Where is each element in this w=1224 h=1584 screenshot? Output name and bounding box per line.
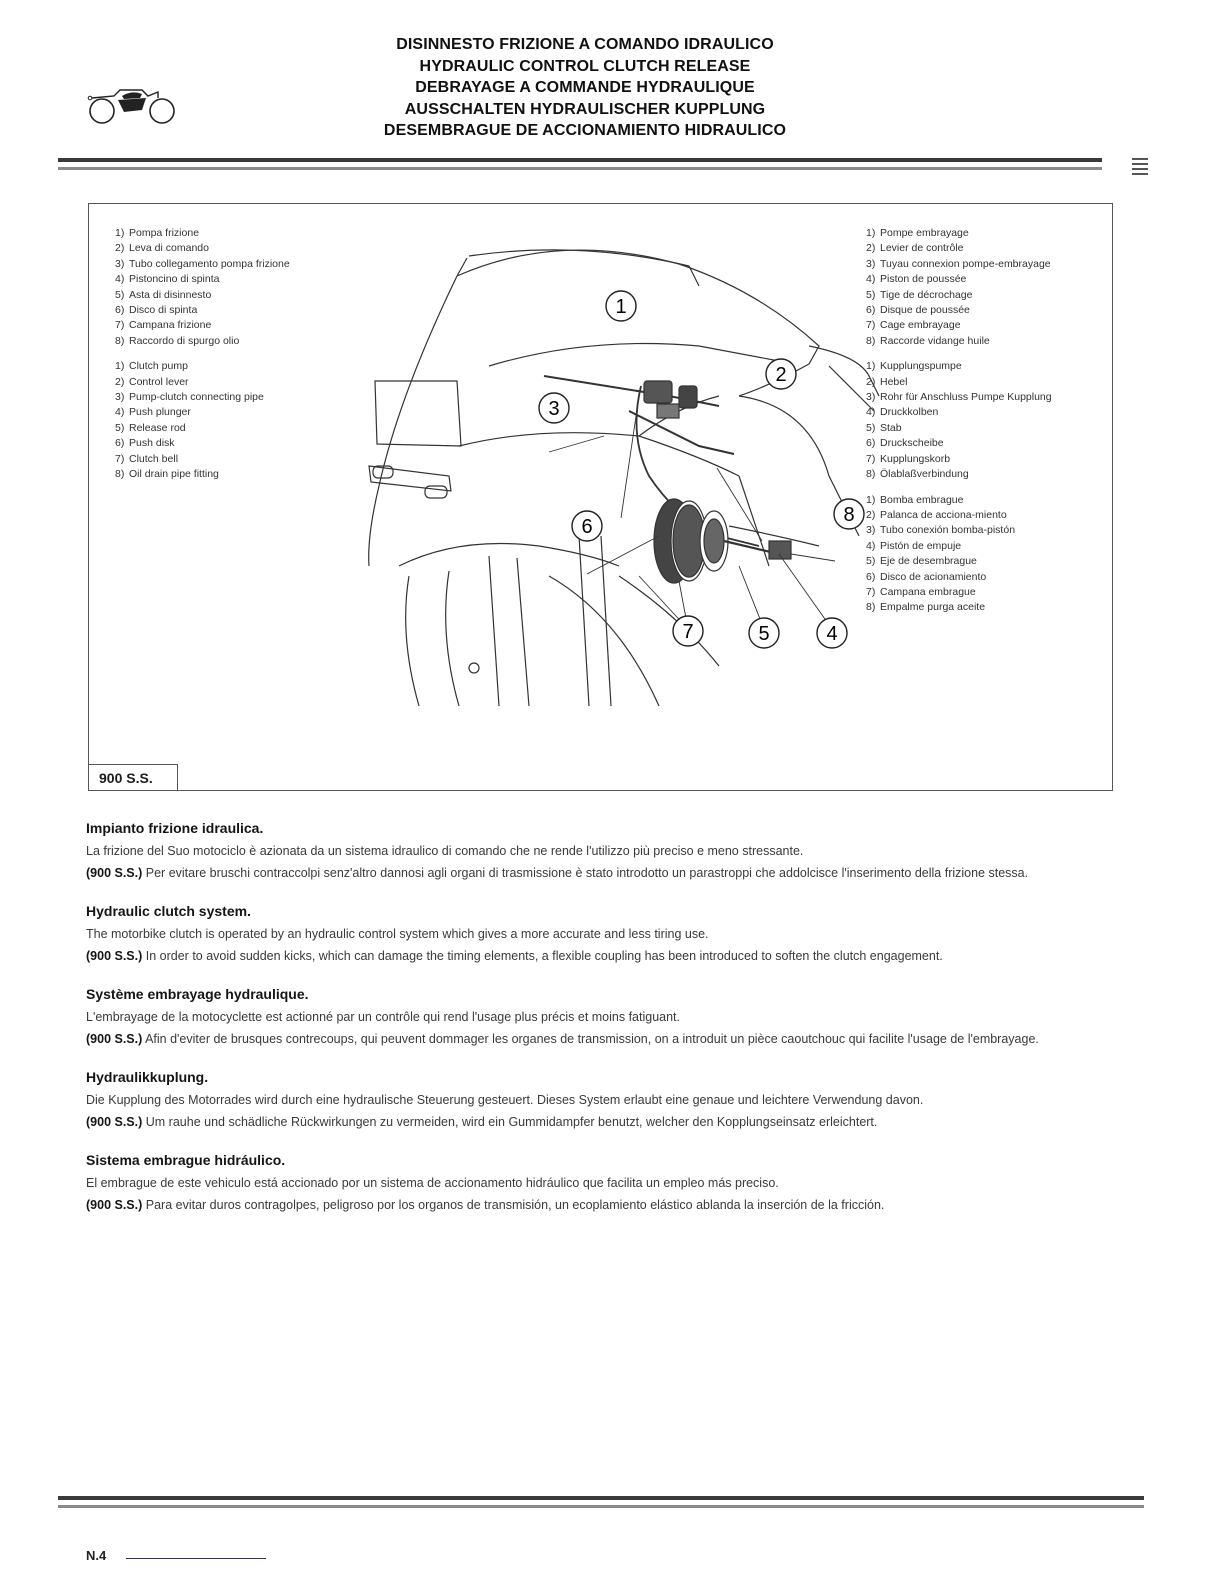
legend-item	[115, 359, 305, 374]
text-section	[86, 1150, 1088, 1216]
svg-text:7: 7	[682, 621, 694, 643]
legend-text: Tubo conexión bomba-pistón	[880, 524, 1016, 537]
legend-text: Oil drain pipe fitting	[129, 468, 219, 481]
legend-text: Clutch bell	[129, 452, 179, 465]
callout-4	[817, 618, 847, 648]
motorcycle-clutch-diagram	[339, 236, 899, 721]
legend-text: Piston de poussée	[880, 273, 967, 286]
legend-number: 4)	[866, 273, 876, 286]
section-model-paragraph	[86, 1112, 1088, 1134]
legend-text: Pompa frizione	[129, 227, 200, 239]
legend-text: Empalme purga aceite	[880, 601, 986, 614]
legend-text: Druckscheibe	[880, 437, 944, 450]
svg-text:8: 8	[843, 504, 855, 526]
legend-number: 2)	[115, 242, 125, 255]
legend-text: Bomba embrague	[880, 493, 964, 506]
legend-text: Clutch pump	[129, 360, 188, 373]
callout-2	[766, 359, 796, 389]
text-section	[86, 818, 1088, 884]
legend-group	[115, 226, 305, 349]
legend-text: Pump-clutch connecting pipe	[129, 391, 264, 404]
callout-1	[606, 291, 636, 321]
svg-text:4: 4	[826, 623, 838, 645]
legend-text: Eje de desembrague	[880, 555, 977, 568]
page-title	[300, 34, 870, 142]
legend-item	[115, 226, 305, 241]
legend-number: 4)	[866, 539, 876, 552]
model-paragraph-text: Para evitar duros contragolpes, peligroso por los organos de transmisión, un ecoplamiento elástico ablanda la inserción de la fricción.	[145, 1197, 885, 1212]
title-it: DISINNESTO FRIZIONE A COMANDO IDRAULICO	[396, 36, 774, 53]
legend-item	[115, 436, 305, 451]
legend-item	[115, 303, 305, 318]
section-heading: Impianto frizione idraulica.	[86, 820, 264, 836]
legend-text: Levier de contrôle	[880, 242, 964, 255]
section-paragraph: Die Kupplung des Motorrades wird durch eine hydraulische Steuerung gesteuert. Dieses System erlaubt eine genaue und leichtere Verwendung davon.	[86, 1093, 924, 1107]
legend-text: Push disk	[129, 437, 175, 450]
section-paragraph: L'embrayage de la motocyclette est actionné par un contrôle qui rend l'usage plus précis et moins fatiguant.	[86, 1010, 681, 1024]
section-heading: Hydraulikkuplung.	[86, 1069, 209, 1085]
description-sections	[86, 818, 1088, 1233]
legend-number: 3)	[115, 391, 125, 404]
legend-item	[115, 272, 305, 287]
legend-number: 1)	[115, 227, 125, 239]
legend-number: 6)	[866, 304, 876, 317]
legend-number: 2)	[866, 242, 876, 255]
title-en: HYDRAULIC CONTROL CLUTCH RELEASE	[419, 57, 751, 75]
model-tag-inline: (900 S.S.)	[86, 948, 143, 963]
motorcycle-icon	[84, 86, 184, 126]
svg-text:1: 1	[615, 296, 627, 318]
legend-number: 5)	[866, 421, 876, 434]
model-tag-inline: (900 S.S.)	[86, 1114, 143, 1129]
legend-item	[115, 390, 305, 405]
svg-text:5: 5	[758, 623, 770, 645]
legend-text: Ölablaßverbindung	[880, 468, 969, 481]
legend-number: 6)	[866, 437, 876, 450]
legend-number: 6)	[115, 437, 125, 450]
legend-number: 5)	[115, 421, 125, 434]
legend-text: Disco de acionamiento	[880, 570, 987, 583]
svg-text:2: 2	[775, 364, 787, 386]
legend-number: 7)	[115, 452, 125, 465]
legend-text: Kupplungskorb	[880, 452, 951, 465]
legend-number: 5)	[115, 288, 125, 301]
legend-text: Release rod	[129, 421, 186, 434]
callout-5	[749, 618, 779, 648]
legend-item	[115, 257, 305, 272]
legend-item	[115, 375, 305, 390]
legend-number: 6)	[866, 570, 876, 583]
section-paragraph: The motorbike clutch is operated by an hydraulic control system which gives a more accurate and less tiring use.	[86, 927, 709, 941]
legend-text: Pistón de empuje	[880, 539, 962, 552]
legend-number: 2)	[115, 375, 125, 388]
legend-text: Asta di disinnesto	[129, 288, 212, 301]
legend-text: Campana frizione	[129, 319, 212, 332]
legend-text: Pompe embrayage	[880, 227, 969, 239]
legend-number: 1)	[866, 227, 876, 239]
legend-text: Tuyau connexion pompe-embrayage	[880, 257, 1051, 270]
figure-panel	[88, 203, 1113, 791]
section-model-paragraph	[86, 863, 1088, 885]
svg-text:3: 3	[548, 398, 560, 420]
legend-text: Control lever	[129, 375, 189, 388]
legend-text: Campana embrague	[880, 585, 976, 598]
model-paragraph-text: Per evitare bruschi contraccolpi senz'altro dannosi agli organi di trasmissione è stato introdotto un parastroppi che addolcisce l'inserimento della frizione stessa.	[145, 865, 1029, 880]
model-paragraph-text: In order to avoid sudden kicks, which can damage the timing elements, a flexible coupling has been introduced to soften the clutch engagement.	[145, 948, 943, 963]
legend-text: Hebel	[880, 375, 908, 388]
legend-number: 2)	[866, 375, 876, 388]
legend-text: Rohr für Anschluss Pumpe Kupplung	[880, 391, 1052, 404]
legend-text: Raccorde vidange huile	[880, 334, 990, 347]
legend-number: 8)	[866, 468, 876, 481]
legend-number: 8)	[866, 601, 876, 614]
model-paragraph-text: Um rauhe und schädliche Rückwirkungen zu vermeiden, wird ein Gummidampfer benutzt, welcher den Kopplungseinsatz erleichtert.	[145, 1114, 878, 1129]
legend-number: 3)	[115, 257, 125, 270]
legend-number: 7)	[866, 319, 876, 332]
model-tag-inline: (900 S.S.)	[86, 865, 143, 880]
legend-number: 8)	[115, 468, 125, 481]
legend-item	[115, 452, 305, 467]
model-paragraph-text: Afin d'eviter de brusques contrecoups, qui peuvent dommager les organes de transmission, on a introduit un pièce caoutchouc qui facilite l'usage de l'embrayage.	[145, 1031, 1039, 1046]
legend-text: Tige de décrochage	[880, 288, 973, 301]
legend-item	[115, 421, 305, 436]
legend-number: 3)	[866, 257, 876, 270]
title-es: DESEMBRAGUE DE ACCIONAMIENTO HIDRAULICO	[383, 122, 787, 139]
section-model-paragraph	[86, 1195, 1088, 1217]
section-heading: Hydraulic clutch system.	[86, 903, 251, 919]
legend-number: 4)	[115, 406, 125, 419]
legend-text: Raccordo di spurgo olio	[129, 334, 240, 347]
legend-group	[115, 359, 305, 482]
section-heading: Sistema embrague hidráulico.	[86, 1152, 286, 1168]
edge-mark	[1132, 158, 1148, 178]
legend-number: 7)	[866, 452, 876, 465]
svg-text:6: 6	[581, 516, 593, 538]
legend-number: 8)	[115, 334, 125, 347]
text-section	[86, 901, 1088, 967]
legend-number: 7)	[115, 319, 125, 332]
header-rule	[58, 158, 1102, 170]
section-heading: Système embrayage hydraulique.	[86, 986, 309, 1002]
page-number: N.4	[86, 1548, 107, 1563]
legend-number: 5)	[866, 288, 876, 301]
legend-item	[115, 241, 305, 256]
callout-3	[539, 393, 569, 423]
legend-number: 1)	[866, 493, 876, 506]
page-number-underline	[126, 1558, 266, 1559]
legend-number: 3)	[866, 391, 876, 404]
legend-number: 1)	[866, 360, 876, 373]
text-section	[86, 984, 1088, 1050]
model-tag-inline: (900 S.S.)	[86, 1031, 143, 1046]
legend-text: Disque de poussée	[880, 304, 970, 317]
legend-item	[115, 405, 305, 420]
callout-8	[834, 499, 864, 529]
legend-number: 1)	[115, 360, 125, 373]
legend-number: 2)	[866, 508, 876, 521]
legend-number: 8)	[866, 334, 876, 347]
legend-text: Kupplungspumpe	[880, 360, 962, 373]
legend-item	[115, 334, 305, 349]
legend-text: Pistoncino di spinta	[129, 273, 220, 286]
legend-text: Palanca de acciona-miento	[880, 508, 1007, 521]
legend-number: 4)	[866, 406, 876, 419]
title-de: AUSSCHALTEN HYDRAULISCHER KUPPLUNG	[404, 100, 766, 118]
legend-item	[115, 318, 305, 333]
callout-7	[673, 616, 703, 646]
text-section	[86, 1067, 1088, 1133]
legend-text: Druckkolben	[880, 406, 939, 419]
title-fr: DEBRAYAGE A COMMANDE HYDRAULIQUE	[415, 79, 755, 96]
section-model-paragraph	[86, 946, 1088, 968]
legend-number: 4)	[115, 273, 125, 286]
footer-rule	[58, 1496, 1144, 1508]
legend-number: 3)	[866, 524, 876, 537]
callout-6	[572, 511, 602, 541]
legend-text: Push plunger	[129, 406, 191, 419]
legend-text: Stab	[880, 421, 902, 434]
legend-number: 5)	[866, 555, 876, 568]
legend-left	[115, 226, 305, 493]
legend-number: 6)	[115, 304, 125, 317]
legend-number: 7)	[866, 585, 876, 598]
legend-text: Cage embrayage	[880, 319, 961, 332]
callout-markers	[539, 291, 864, 648]
legend-item	[115, 288, 305, 303]
section-model-paragraph	[86, 1029, 1088, 1051]
legend-text: Disco di spinta	[129, 304, 198, 317]
section-paragraph: La frizione del Suo motociclo è azionata da un sistema idraulico di comando che ne rende l'utilizzo più preciso e meno stressante.	[86, 844, 804, 858]
model-tag: 900 S.S.	[89, 764, 178, 791]
legend-text: Leva di comando	[129, 242, 209, 255]
legend-text: Tubo collegamento pompa frizione	[129, 257, 290, 270]
model-tag-inline: (900 S.S.)	[86, 1197, 143, 1212]
section-paragraph: El embrague de este vehiculo está accionado por un sistema de accionamento hidráulico que facilita un empleo más preciso.	[86, 1176, 779, 1190]
legend-item	[115, 467, 305, 482]
